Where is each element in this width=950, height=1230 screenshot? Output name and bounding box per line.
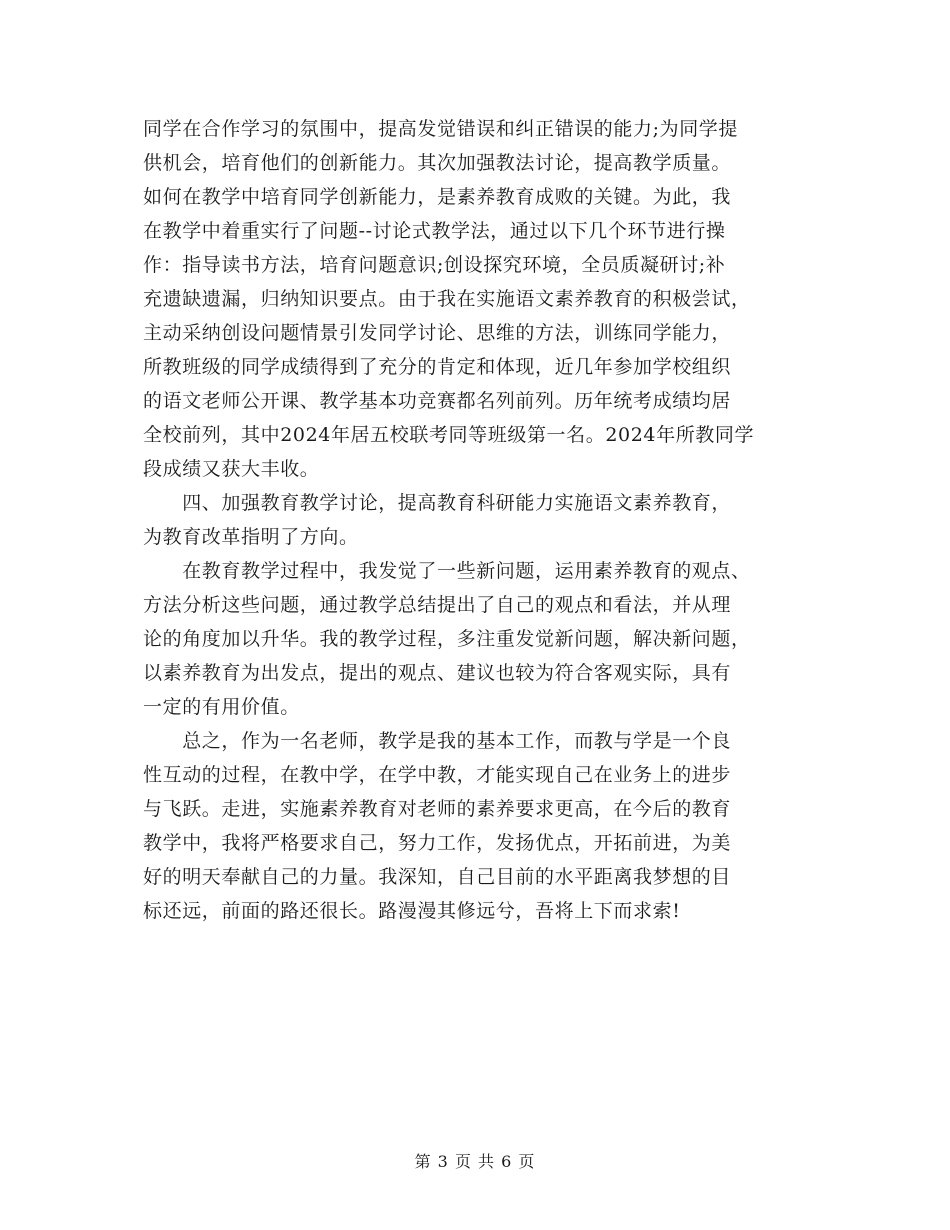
text-line: 总之，作为一名老师，教学是我的基本工作，而教与学是一个良	[143, 730, 732, 752]
page-label-prefix: 第	[414, 1152, 432, 1171]
text-line: 好的明天奉献自己的力量。我深知，自己目前的水平距离我梦想的目	[143, 866, 732, 888]
text-line: 论的角度加以升华。我的教学过程，多注重发觉新问题，解决新问题，	[143, 628, 751, 650]
text-line: 段成绩又获大丰收。	[143, 458, 320, 480]
total-pages-number: 6	[501, 1152, 513, 1171]
text-line: 为教育改革指明了方向。	[143, 526, 359, 548]
text-line: 与飞跃。走进，实施素养教育对老师的素养要求更高，在今后的教育	[143, 798, 732, 820]
page-label-middle: 页 共	[454, 1152, 496, 1171]
page-label-suffix: 页	[518, 1152, 536, 1171]
text-line: 在教学中着重实行了问题--讨论式教学法，通过以下几个环节进行操	[143, 220, 726, 242]
page-footer	[0, 1150, 950, 1174]
current-page-number: 3	[437, 1152, 449, 1171]
text-line: 教学中，我将严格要求自己，努力工作，发扬优点，开拓前进，为美	[143, 832, 732, 854]
text-line: 性互动的过程，在教中学，在学中教，才能实现自己在业务上的进步	[143, 764, 732, 786]
text-line: 如何在教学中培育同学创新能力，是素养教育成败的关键。为此，我	[143, 186, 732, 208]
paragraph-teaching-method	[143, 112, 823, 486]
text-line: 四、加强教育教学讨论，提高教育科研能力实施语文素养教育，	[143, 492, 732, 514]
text-line: 所教班级的同学成绩得到了充分的肯定和体现，近几年参加学校组织	[143, 356, 732, 378]
text-line: 供机会，培育他们的创新能力。其次加强教法讨论，提高教学质量。	[143, 152, 732, 174]
text-line: 主动采纳创设问题情景引发同学讨论、思维的方法，训练同学能力，	[143, 322, 732, 344]
text-line: 全校前列，其中2024年居五校联考同等班级第一名。2024年所教同学	[143, 424, 755, 446]
text-line: 的语文老师公开课、教学基本功竞赛都名列前列。历年统考成绩均居	[143, 390, 732, 412]
paragraph-conclusion	[143, 724, 823, 928]
text-line: 作：指导读书方法，培育问题意识;创设探究环境，全员质凝研讨;补	[143, 254, 726, 276]
paragraph-research	[143, 554, 823, 724]
text-line: 方法分析这些问题，通过教学总结提出了自己的观点和看法，并从理	[143, 594, 732, 616]
text-line: 以素养教育为出发点，提出的观点、建议也较为符合客观实际，具有	[143, 662, 732, 684]
document-body	[143, 112, 823, 928]
text-line: 同学在合作学习的氛围中，提高发觉错误和纠正错误的能力;为同学提	[143, 118, 739, 140]
text-line: 在教育教学过程中，我发觉了一些新问题，运用素养教育的观点、	[143, 560, 751, 582]
paragraph-section-four-heading	[143, 486, 823, 554]
text-line: 一定的有用价值。	[143, 696, 300, 718]
text-line: 充遗缺遗漏，归纳知识要点。由于我在实施语文素养教育的积极尝试，	[143, 288, 751, 310]
text-line: 标还远，前面的路还很长。路漫漫其修远兮，吾将上下而求索!	[143, 900, 681, 922]
